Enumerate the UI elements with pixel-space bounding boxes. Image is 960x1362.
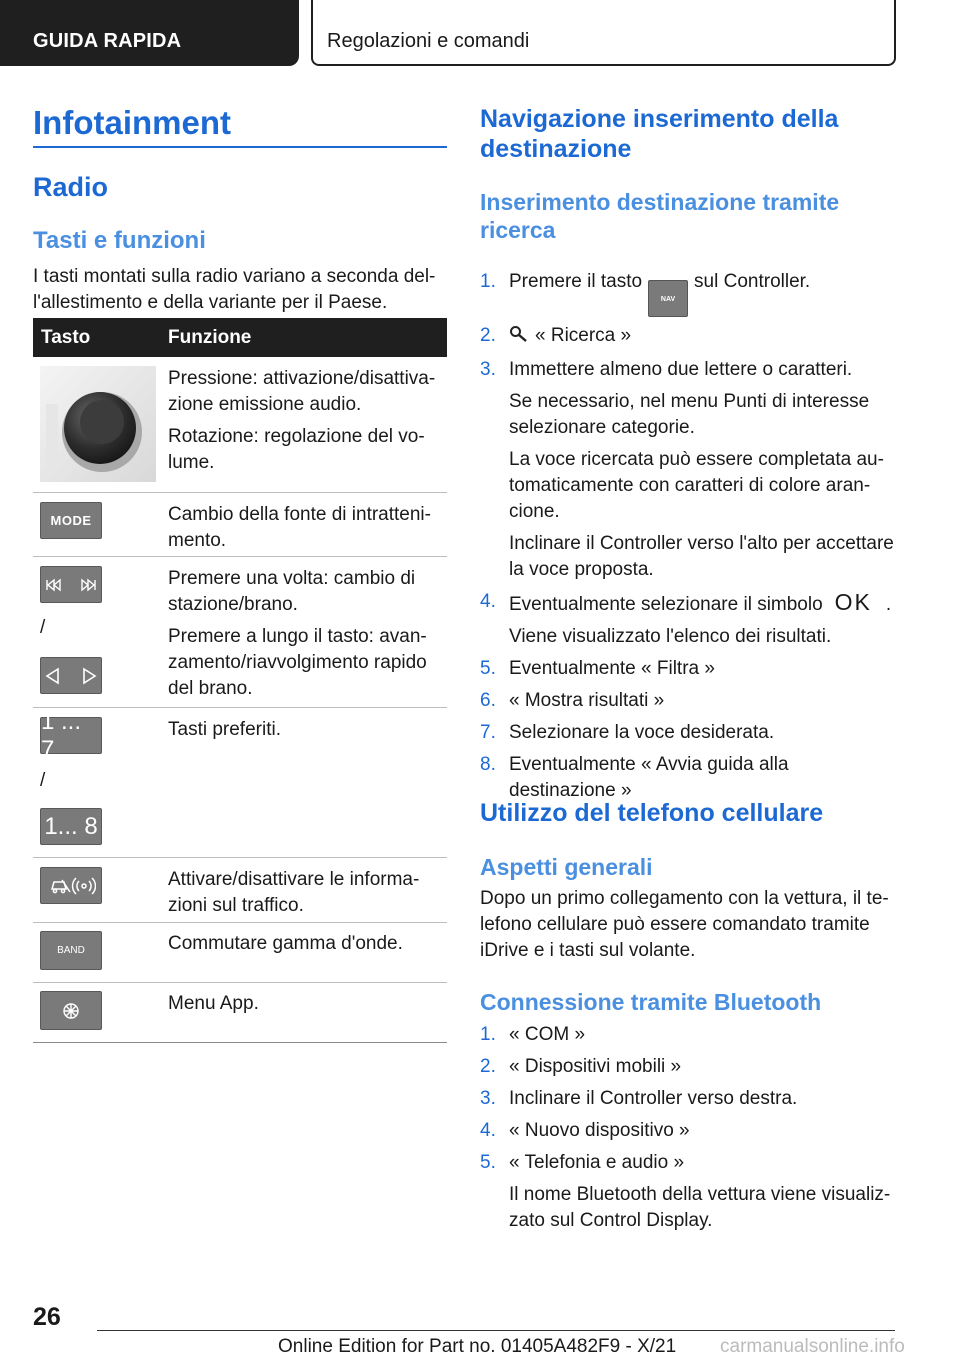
row-function-text: Attivare/disattivare le informa-zioni sul traffico. <box>168 869 420 916</box>
section-title-infotainment: Infotainment <box>33 104 231 141</box>
skip-track-keys-icon <box>40 566 102 603</box>
header-chapter-tab <box>311 0 896 66</box>
page-number: 26 <box>33 1303 61 1331</box>
heading-phone: Utilizzo del telefono cellulare <box>480 799 824 827</box>
list-item: 4. Eventualmente selezionare il simbolo OK . Viene visualizzato l'elenco dei risultati. <box>480 589 892 647</box>
nav-steps-list <box>480 269 895 810</box>
band-key-icon: BAND <box>40 931 102 970</box>
ok-symbol-icon: OK <box>834 589 872 615</box>
col-header-function: Funzione <box>168 327 252 348</box>
table-row <box>33 923 447 983</box>
watermark: carmanualsonline.info <box>720 1336 905 1357</box>
nav-key-icon: NAV <box>648 280 688 317</box>
row-function-text: Commutare gamma d'onde. <box>168 933 403 954</box>
row-function-text: Premere una volta: cambio di stazione/brano. Premere a lungo il tasto: avan-zamento/riavvolgimento rapido del brano. <box>168 568 427 699</box>
row-function-text: Menu App. <box>168 993 259 1014</box>
list-item: 6. « Mostra risultati » <box>480 690 665 711</box>
general-paragraph: Dopo un primo collegamento con la vettura, il te-lefono cellulare può essere comandato tramite iDrive e i tasti sul volante. <box>480 888 889 961</box>
heading-radio: Radio <box>33 172 109 202</box>
keys-table <box>33 318 447 1043</box>
favourites-1-7-key-icon: 1 ... 7 <box>40 717 102 754</box>
list-item: 3. Immettere almeno due lettere o caratteri. Se necessario, nel menu Punti di interesse selezionare categorie. La voce ricercata può essere completata au-tomaticamente con caratteri di colore aran-cione. Inclinare il Controller verso l'alto per accettare la voce proposta. <box>480 359 894 580</box>
list-item: 8. Eventualmente « Avvia guida alla destinazione » <box>480 754 789 801</box>
app-menu-key-icon <box>40 991 102 1030</box>
header-section-tab <box>0 0 299 66</box>
header-chapter-label: Regolazioni e comandi <box>327 30 530 52</box>
favourites-1-8-key-icon: 1... 8 <box>40 808 102 845</box>
list-item: 2. « Dispositivi mobili » <box>480 1056 682 1077</box>
table-row <box>33 858 447 923</box>
heading-navigation: Navigazione inserimento della destinazione <box>480 105 839 163</box>
list-item: 5. Eventualmente « Filtra » <box>480 658 715 679</box>
heading-bluetooth: Connessione tramite Bluetooth <box>480 989 822 1015</box>
row-function-text: Cambio della fonte di intratteni-mento. <box>168 504 431 551</box>
row-function-text: Pressione: attivazione/disattiva-zione emissione audio. Rotazione: regolazione del vo-lume. <box>168 368 436 473</box>
list-item: 7. Selezionare la voce desiderata. <box>480 722 775 743</box>
footer-edition: Online Edition for Part no. 01405A482F9 - X/21 <box>278 1336 677 1357</box>
list-item: 1. « COM » <box>480 1024 586 1045</box>
bluetooth-steps-list <box>480 1022 895 1240</box>
footer-rule <box>97 1330 895 1331</box>
key-separator: / <box>40 617 46 638</box>
row-function-text: Tasti preferiti. <box>168 719 281 740</box>
list-item: 1. Premere il tastoNAVsul Controller. <box>480 269 895 317</box>
volume-knob-icon <box>40 366 156 487</box>
list-item: 3. Inclinare il Controller verso destra. <box>480 1088 798 1109</box>
table-header <box>33 318 447 357</box>
table-row <box>33 357 447 493</box>
key-separator: / <box>40 770 46 791</box>
list-item: 5. « Telefonia e audio » Il nome Bluetooth della vettura viene visualiz-zato sul Control Display. <box>480 1152 891 1231</box>
intro-paragraph: I tasti montati sulla radio variano a seconda del-l'allestimento e della variante per il Paese. <box>33 266 436 313</box>
heading-tasti-funzioni: Tasti e funzioni <box>33 227 206 254</box>
list-item: 4. « Nuovo dispositivo » <box>480 1120 690 1141</box>
heading-search-destination: Inserimento destinazione tramite ricerca <box>480 189 840 243</box>
table-row <box>33 708 447 858</box>
table-row <box>33 983 447 1043</box>
col-header-key: Tasto <box>41 327 91 348</box>
mode-key-icon: MODE <box>40 502 102 539</box>
list-item: 2. « Ricerca » <box>480 323 895 351</box>
heading-general-aspects: Aspetti generali <box>480 854 653 880</box>
seek-arrows-keys-icon <box>40 657 102 694</box>
table-row <box>33 493 447 557</box>
search-icon <box>509 325 529 351</box>
title-rule <box>33 146 447 148</box>
table-row <box>33 557 447 708</box>
traffic-info-key-icon <box>40 867 102 904</box>
header-section-label: GUIDA RAPIDA <box>33 30 182 52</box>
